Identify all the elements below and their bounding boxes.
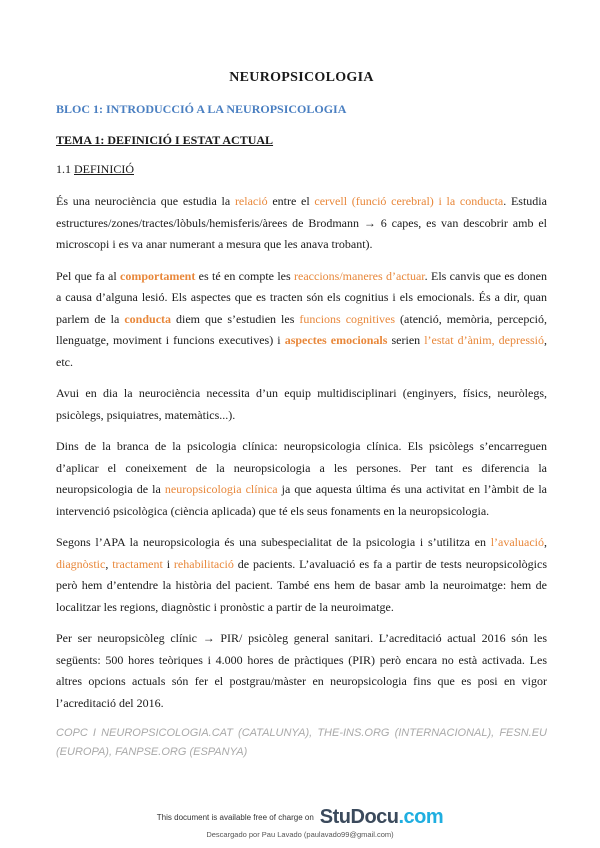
highlight-term: reaccions/maneres d’actuar	[294, 268, 425, 283]
download-credit: Descargado por Pau Lavado (paulavado99@gmail.com)	[206, 830, 394, 839]
highlight-term: funcions cognitives	[299, 311, 396, 326]
text-run: (atenció, memòria, percepció, llenguatge, moviment i funcions executives) i	[56, 311, 548, 347]
text-run: Dins de la branca de la psicologia clínica: neuropsicologia clínica. Els psicòlegs s’encarreguen d’aplicar el coneixement de la neuropsicologia a les persones. Per tant es diferencia la neuropsicologia de la	[56, 439, 547, 496]
text-run: , etc.	[56, 333, 547, 369]
text-run: . Els canvis que es donen a causa d’alguna lesió. Els aspectes que es tracten són els cognitius i els emocionals. És a dir, quan parlem de la	[56, 268, 547, 326]
page-footer	[0, 806, 600, 839]
brand-main: StuDocu	[319, 806, 399, 828]
text-run: diem que s’estudien les	[171, 311, 300, 326]
text-run: serien	[387, 333, 425, 347]
availability-text: This document is available free of charge on	[156, 813, 314, 822]
highlight-term: rehabilitació	[173, 556, 234, 571]
references: COPC I NEUROPSICOLOGIA.CAT (CATALUNYA), THE-INS.ORG (INTERNACIONAL), FESN.EU (EUROPA), FANPSE.ORG (ESPANYA)	[56, 727, 547, 758]
tema-heading: TEMA 1: DEFINICIÓ I ESTAT ACTUAL	[56, 133, 274, 147]
studocu-logo[interactable]	[320, 806, 443, 829]
highlight-term: neuropsicologia clínica	[164, 482, 278, 496]
paragraph-clinical	[56, 436, 547, 522]
text-run: ,	[544, 535, 547, 549]
text-run: Segons l’APA la neuropsicologia és una subespecialitat de la psicologia i s’utilitza en	[56, 535, 491, 549]
highlight-term: conducta	[124, 311, 172, 326]
highlight-term: tractament	[112, 556, 163, 571]
highlight-term: comportament	[120, 268, 196, 283]
paragraph-behaviour	[56, 266, 547, 374]
highlight-term: cervell (funció cerebral) i la conducta	[314, 194, 504, 208]
brand-domain: .com	[398, 806, 444, 828]
highlight-term: aspectes emocionals	[284, 333, 388, 347]
section-heading	[56, 162, 547, 177]
text-run: entre el	[267, 194, 315, 208]
highlight-term: l’estat d’ànim, depressió	[424, 333, 544, 347]
paragraph-accreditation: Per ser neuropsicòleg clínic → PIR/ psicòleg general sanitari. L’acreditació actual 2016 són les següents: 500 hores teòriques i 4.000 hores de pràctiques (PIR) però encara no està activada. Les altres opcions actuals són fer el postgrau/màster en neuropsicologia fins que es posi en vigor l’acreditació del 2016.	[56, 631, 547, 710]
paragraph-apa	[56, 532, 547, 618]
text-run: ,	[105, 556, 113, 571]
paragraph-definition	[56, 191, 547, 256]
highlight-term: relació	[234, 194, 268, 208]
text-run: de pacients. L’avaluació es fa a partir de tests neuropsicològics però hem d’entendre la història del pacient. També ens hem de basar amb la neuroimatge: hem de localitzar les regions, diagnòstic i pronòstic a partir de la neuroimatge.	[56, 556, 548, 614]
highlight-term: l’avaluació	[490, 535, 544, 549]
paragraph-multidisciplinary: Avui en dia la neurociència necessita d’un equip multidisciplinari (enginyers, físics, neuròlegs, psicòlegs, psiquiatres, matemàtics...).	[56, 386, 547, 422]
section-title: DEFINICIÓ	[74, 162, 134, 176]
section-number: 1.1	[56, 162, 74, 176]
text-run: i	[162, 556, 174, 571]
bloc-heading: BLOC 1: INTRODUCCIÓ A LA NEUROPSICOLOGIA	[56, 102, 347, 116]
text-run: Pel que fa al	[56, 268, 121, 283]
text-run: És una neurociència que estudia la	[56, 194, 235, 208]
text-run: . Estudia estructures/zones/tractes/lòbuls/hemisferis/àrees de Brodmann → 6 capes, es van descobrir amb el microscopi i es va anar numerant a mesura que les anava trobant).	[56, 194, 547, 251]
text-run: es té en compte les	[195, 268, 295, 283]
document-page	[56, 70, 547, 762]
text-run: ja que aquesta última és una activitat en l’àmbit de la intervenció psicològica (ciència aplicada) que té els seus fonaments en la neuropsicologia.	[56, 482, 547, 518]
highlight-term: diagnòstic	[56, 556, 106, 571]
document-title: NEUROPSICOLOGIA	[229, 70, 374, 85]
availability-line	[157, 806, 443, 829]
